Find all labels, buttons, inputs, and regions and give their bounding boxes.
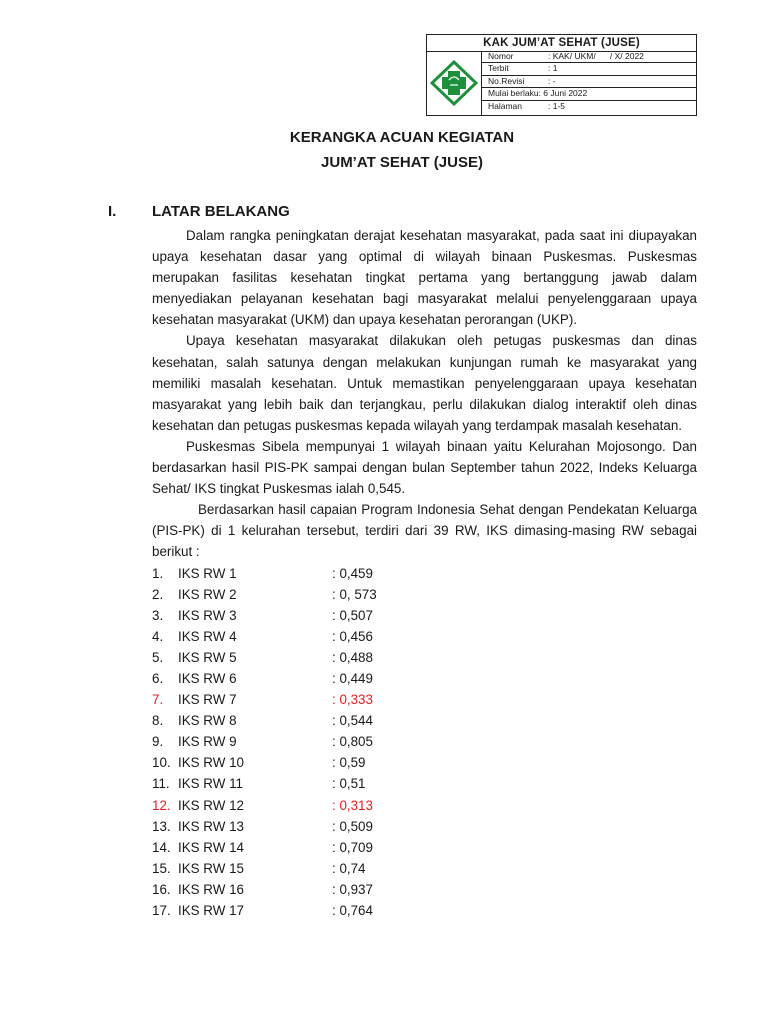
iks-item-label: IKS RW 16 [178, 881, 244, 897]
header-row-halaman [482, 101, 696, 113]
header-value: : KAK/ UKM/ / X/ 2022 [548, 51, 644, 61]
iks-list-item [152, 837, 697, 858]
iks-item-number: 3. [152, 607, 164, 623]
header-info-rows [482, 51, 696, 115]
iks-item-value: : 0,51 [332, 776, 366, 792]
iks-item-label: IKS RW 12 [178, 797, 244, 813]
iks-item-label: IKS RW 8 [178, 713, 237, 729]
iks-item-number: 1. [152, 565, 164, 581]
iks-list-item [152, 689, 697, 710]
iks-item-number: 14. [152, 839, 171, 855]
iks-item-value: : 0,313 [332, 797, 373, 813]
iks-list-item [152, 773, 697, 794]
iks-item-label: IKS RW 6 [178, 670, 237, 686]
iks-list-item [152, 858, 697, 879]
iks-item-value: : 0,509 [332, 818, 373, 834]
iks-item-number: 12. [152, 797, 171, 813]
iks-list-item [152, 816, 697, 837]
iks-item-label: IKS RW 11 [178, 776, 243, 792]
iks-item-number: 11. [152, 776, 170, 792]
header-full-text: Mulai berlaku: 6 Juni 2022 [488, 88, 588, 99]
iks-item-value: : 0,488 [332, 649, 373, 665]
iks-list-item [152, 605, 697, 626]
header-value: : - [548, 75, 556, 86]
iks-list-item [152, 710, 697, 731]
iks-item-label: IKS RW 3 [178, 607, 237, 623]
iks-item-label: IKS RW 2 [178, 586, 237, 602]
header-key: Halaman [488, 100, 523, 111]
header-value: : 1-5 [548, 100, 566, 111]
iks-item-label: IKS RW 7 [178, 692, 237, 708]
iks-item-value: : 0,59 [332, 755, 366, 771]
iks-item-value: : 0,449 [332, 670, 373, 686]
iks-list-item [152, 626, 697, 647]
iks-item-label: IKS RW 14 [178, 839, 244, 855]
header-key: No.Revisi [488, 75, 525, 86]
paragraph: Dalam rangka peningkatan derajat kesehatan masyarakat, pada saat ini diupayakan upaya kesehatan dasar yang optimal di wilayah binaan Puskesmas. Puskesmas merupakan fasilitas kesehatan tingkat pertama yang bertanggung jawab dalam menyediakan pelayanan kesehatan bagi masyarakat melalui penyelenggaraan upaya kesehatan masyarakat (UKM) dan upaya kesehatan perorangan (UKP). [152, 228, 697, 328]
iks-item-value: : 0,456 [332, 628, 373, 644]
header-key: Nomor [488, 51, 514, 61]
section-title: LATAR BELAKANG [152, 203, 290, 220]
iks-list-item [152, 563, 697, 584]
header-value: : 1 [548, 63, 558, 74]
header-logo-cell [427, 51, 482, 115]
iks-item-value: : 0,507 [332, 607, 373, 623]
iks-rw-list [152, 563, 697, 922]
iks-item-number: 16. [152, 881, 171, 897]
iks-item-number: 17. [152, 903, 171, 918]
iks-item-value: : 0,937 [332, 881, 373, 897]
iks-list-item [152, 584, 697, 605]
header-row-mulai-berlaku [482, 88, 696, 100]
paragraph: Berdasarkan hasil capaian Program Indonesia Sehat dengan Pendekatan Keluarga (PIS-PK) di 1 kelurahan tersebut, terdiri dari 39 RW, IKS dimasing-masing RW sebagai berikut : [152, 502, 697, 560]
document-title-line-2: JUM’AT SEHAT (JUSE) [321, 154, 483, 171]
iks-item-label: IKS RW 9 [178, 734, 237, 750]
iks-item-label: IKS RW 10 [178, 755, 244, 771]
iks-item-value: : 0,764 [332, 903, 373, 918]
iks-item-label: IKS RW 5 [178, 649, 237, 665]
iks-item-value: : 0,544 [332, 713, 373, 729]
paragraph: Upaya kesehatan masyarakat dilakukan oleh petugas puskesmas dan dinas kesehatan, salah satunya dengan melakukan kunjungan rumah ke masyarakat yang memiliki masalah kesehatan. Untuk memastikan penyelenggaraan upaya kesehatan masyarakat yang lebih baik dan terjangkau, perlu dilakukan dialog interaktif oleh dinas kesehatan dan petugas puskesmas kepada wilayah yang terdampak masalah kesehatan. [152, 333, 697, 433]
header-key: Terbit [488, 63, 509, 74]
iks-item-value: : 0,333 [332, 692, 373, 708]
iks-list-item [152, 795, 697, 816]
puskesmas-cross-logo-icon [430, 60, 478, 106]
iks-item-value: : 0,805 [332, 734, 373, 750]
header-body [427, 51, 696, 115]
iks-item-label: IKS RW 17 [178, 903, 244, 918]
iks-item-number: 15. [152, 860, 171, 876]
iks-item-label: IKS RW 4 [178, 628, 237, 644]
header-row-nomor [482, 51, 696, 63]
iks-item-number: 9. [152, 734, 164, 750]
iks-list-item [152, 668, 697, 689]
iks-list-item [152, 900, 697, 921]
iks-list-item [152, 752, 697, 773]
iks-item-value: : 0,459 [332, 565, 373, 581]
iks-item-label: IKS RW 13 [178, 818, 244, 834]
iks-item-number: 4. [152, 628, 164, 644]
iks-item-number: 7. [152, 692, 164, 708]
iks-item-number: 6. [152, 670, 164, 686]
iks-list-item [152, 879, 697, 900]
iks-item-value: : 0,74 [332, 860, 366, 876]
iks-list-item [152, 647, 697, 668]
document-title-line-1: KERANGKA ACUAN KEGIATAN [289, 129, 515, 146]
iks-item-number: 10. [152, 755, 171, 771]
iks-item-value: : 0,709 [332, 839, 373, 855]
iks-item-number: 2. [152, 586, 164, 602]
paragraph: Puskesmas Sibela mempunyai 1 wilayah binaan yaitu Kelurahan Mojosongo. Dan berdasarkan hasil PIS-PK sampai dengan bulan September tahun 2022, Indeks Keluarga Sehat/ IKS tingkat Puskesmas ialah 0,545. [152, 438, 697, 497]
iks-item-number: 5. [152, 649, 164, 665]
iks-item-label: IKS RW 1 [178, 565, 237, 581]
section-number: I. [108, 203, 117, 220]
section-body [152, 225, 697, 921]
document-header-box [426, 34, 697, 116]
header-title: KAK JUM’AT SEHAT (JUSE) [427, 35, 696, 52]
iks-list-item [152, 731, 697, 752]
header-row-revisi [482, 76, 696, 88]
iks-item-number: 8. [152, 713, 164, 729]
iks-item-number: 13. [152, 818, 171, 834]
iks-item-value: : 0, 573 [332, 586, 377, 602]
iks-item-label: IKS RW 15 [178, 860, 244, 876]
header-row-terbit [482, 63, 696, 75]
